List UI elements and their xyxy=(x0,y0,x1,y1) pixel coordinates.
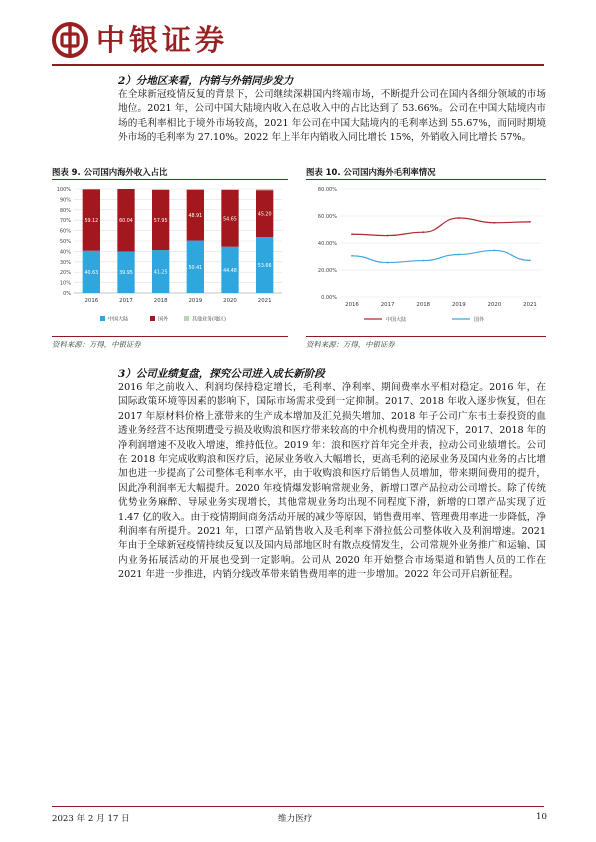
data-point xyxy=(422,260,424,262)
x-tick-label: 2019 xyxy=(188,298,203,304)
data-point xyxy=(387,235,389,237)
x-tick-label: 2019 xyxy=(451,302,466,308)
data-point xyxy=(387,262,389,264)
figure-10-rule xyxy=(306,179,546,180)
legend-swatch xyxy=(184,316,189,321)
revenue-share-chart xyxy=(52,181,288,333)
data-label: 44.48 xyxy=(223,268,237,274)
data-point xyxy=(529,260,531,262)
legend-label: 国外 xyxy=(474,317,485,323)
data-label: 53.66 xyxy=(257,264,272,270)
legend-label: 中国大陆 xyxy=(386,317,407,323)
data-label: 39.95 xyxy=(119,271,133,277)
x-tick-label: 2018 xyxy=(416,302,431,308)
x-tick-label: 2017 xyxy=(119,298,133,304)
data-label: 57.95 xyxy=(153,218,168,224)
figure-9-rule xyxy=(52,179,288,180)
y-tick-label: 40% xyxy=(59,249,71,256)
y-tick-label: 80.00% xyxy=(317,187,337,193)
x-tick-label: 2016 xyxy=(84,298,99,304)
data-point xyxy=(351,255,353,257)
series-line xyxy=(352,218,530,236)
footer-rule xyxy=(52,806,544,807)
data-point xyxy=(529,221,531,223)
legend-label: 国外 xyxy=(158,316,169,323)
figure-10-source: 资料来源：万得，中银证券 xyxy=(306,340,395,349)
data-point xyxy=(351,233,353,235)
legend-label: 其他业务(地区) xyxy=(192,316,226,323)
data-point xyxy=(458,254,460,256)
y-tick-label: 80% xyxy=(59,207,71,214)
paragraph-performance: 2016 年之前收入、利润均保持稳定增长，毛利率、净利率、期间费率水平相对稳定。2016 年，在国际政策环境等因素的影响下，国际市场需求受到一定抑制。2017、2018 年收入逐步恢复，但在 2017 年原材料价格上涨带来的生产成本增加及汇兑损失增加、2018 年子公司广东韦士泰投资的血透业务经营不达预期遭受亏损及收购浪和医疗带来较高的中介机构费用的情况下，2017、2018 年的净利润增速不及收入增速，维持低位。2019 年：浪和医疗首年完全并表，拉动公司业绩增长。公司在 2018 年完成收购浪和医疗后，泌尿业务收入大幅增长，更高毛利的泌尿业务及国内业务的占比增加也进一步提高了公司整体毛利率水平，由于收购浪和医疗后销售人员增加，带来期间费用的提升，因此净利润率无大幅提升。2020 年疫情爆发影响常规业务，新增口罩产品拉动公司增长。除了传统优势业务麻醉、导尿业务实现增长，其他常规业务均出现不同程度下滑，新增的口罩产品实现了近 1.47 亿的收入。由于疫情期间商务活动开展的减少等原因，销售费用率、管理费用率进一步降低，净利润率有所提升。2021 年，口罩产品销售收入及毛利率下滑拉低公司整体收入及利润增速。2021 年由于全球新冠疫情持续反复以及国内局部地区时有散点疫情发生，公司常规外业务推广和运输、国内业务拓展活动的开展也受到一定影响。公司从 2020 年开始整合市场渠道和销售人员的工作在 2021 年进一步推进，内销分线改革带来销售费用率的进一步增加。2022 年公司开启新征程。 xyxy=(118,382,546,581)
data-label: 45.20 xyxy=(257,212,272,218)
legend-label: 中国大陆 xyxy=(108,316,129,323)
data-label: 41.25 xyxy=(153,270,168,276)
x-tick-label: 2016 xyxy=(345,302,359,308)
x-tick-label: 2017 xyxy=(380,302,395,308)
y-tick-label: 100% xyxy=(56,187,71,193)
gross-margin-chart xyxy=(306,181,546,333)
figure-10-bottom-rule xyxy=(306,336,546,337)
bar-segment xyxy=(187,189,204,190)
y-tick-label: 60% xyxy=(59,228,71,235)
data-label: 48.91 xyxy=(188,214,203,220)
y-tick-label: 20% xyxy=(59,270,71,277)
y-tick-label: 70% xyxy=(59,218,71,225)
footer-page-number: 10 xyxy=(536,812,547,822)
data-label: 59.12 xyxy=(84,219,99,225)
data-label: 40.63 xyxy=(84,270,99,276)
bar-segment xyxy=(256,189,273,190)
y-tick-label: 0.00% xyxy=(321,295,337,301)
x-tick-label: 2020 xyxy=(487,302,502,308)
data-label: 54.65 xyxy=(223,217,237,223)
figure-9-title: 图表 9. 公司国内海外收入占比 xyxy=(52,167,168,177)
data-point xyxy=(494,222,496,224)
figure-9-source: 资料来源：万得，中银证券 xyxy=(52,340,141,349)
data-label: 60.04 xyxy=(119,219,133,225)
x-tick-label: 2018 xyxy=(153,298,168,304)
x-tick-label: 2021 xyxy=(257,298,272,304)
data-label: 50.41 xyxy=(188,265,203,271)
section-title-regional: 2）分地区来看，内销与外销同步发力 xyxy=(118,75,294,87)
brand-name: 中银证券 xyxy=(96,23,229,57)
x-tick-label: 2021 xyxy=(523,302,537,308)
data-point xyxy=(458,217,460,219)
brand-logo xyxy=(52,22,228,58)
section-title-performance: 3）公司业绩复盘，探究公司进入成长新阶段 xyxy=(118,368,325,380)
y-tick-label: 30% xyxy=(59,259,71,266)
y-tick-label: 10% xyxy=(59,280,71,287)
y-tick-label: 0% xyxy=(63,291,71,297)
legend-swatch xyxy=(150,316,155,321)
legend-swatch xyxy=(100,316,105,321)
y-tick-label: 20.00% xyxy=(317,268,337,274)
bar-segment xyxy=(221,189,238,190)
bar-segment xyxy=(152,189,169,190)
figure-9-bottom-rule xyxy=(52,336,288,337)
data-point xyxy=(422,231,424,233)
figure-10-title: 图表 10. 公司国内海外毛利率情况 xyxy=(306,167,436,177)
footer-company: 维力医疗 xyxy=(278,814,313,824)
x-tick-label: 2020 xyxy=(223,298,237,304)
y-tick-label: 90% xyxy=(59,197,71,204)
header-rule xyxy=(52,64,544,66)
bank-of-china-logo-icon xyxy=(52,22,88,58)
y-tick-label: 50% xyxy=(59,239,71,245)
data-point xyxy=(494,250,496,252)
footer-date: 2023 年 2 月 17 日 xyxy=(52,814,130,824)
y-tick-label: 40.00% xyxy=(317,241,337,247)
y-tick-label: 60.00% xyxy=(317,214,337,220)
series-line xyxy=(352,250,530,262)
paragraph-regional: 在全球新冠疫情反复的背景下，公司继续深耕国内终端市场，不断提升公司在国内各细分领域的市场地位。2021 年，公司中国大陆境内收入在总收入中的占比达到了 53.66%。公司在中国大陆境内市场的毛利率相比于境外市场较高，2021 年公司在中国大陆境内的毛利率达到 55.67%，而同时期境外市场的毛利率为 27.10%。2022 年上半年内销收入同比增长 15%，外销收入同比增长 57%。 xyxy=(118,89,546,144)
